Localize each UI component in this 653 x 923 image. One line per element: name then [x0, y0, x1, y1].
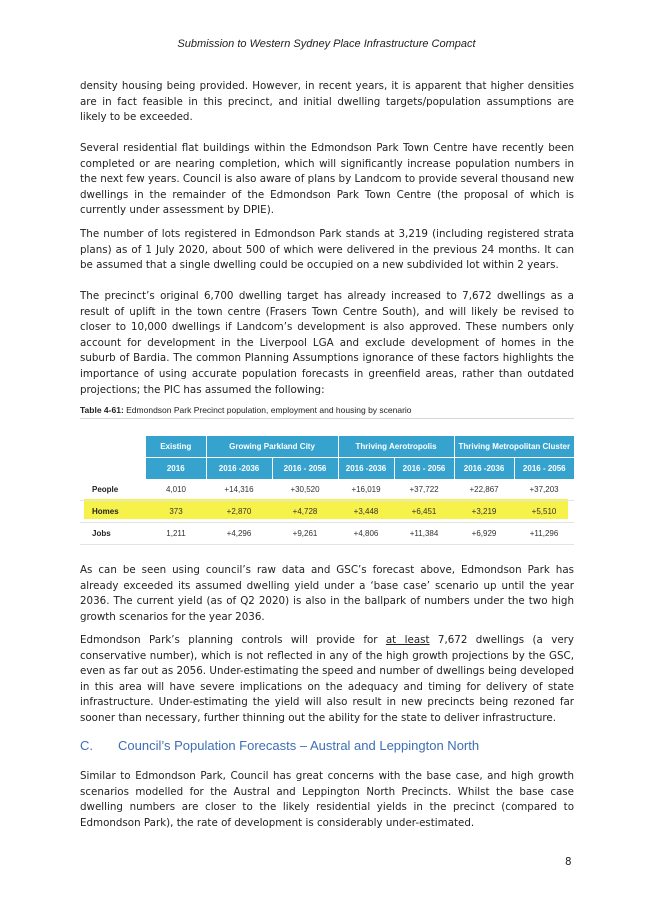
paragraph-6-end: 7,672 dwellings (a very conservative number), which is not reflected in any of the high growth projections by the GSC, even as far out as 2056. Under-estimating the speed and number of dwellings being developed in this area will have severe implications on the adequacy and timing for delivery of state infrastructure. Under-estimating the yield will also result in new precincts being rezoned far sooner than necessary, further thinning out the ability for the state to deliver infrastructure.: [80, 634, 574, 724]
table-row-homes: [80, 501, 574, 523]
table-cell: +4,296: [206, 523, 272, 545]
table-cell: +11,384: [394, 523, 454, 545]
paragraph-6-start: Edmondson Park’s planning controls will provide for: [80, 634, 386, 646]
section-heading: [80, 738, 479, 753]
subheader-cell: 2016: [146, 458, 206, 480]
table-cell: +22,867: [454, 479, 514, 501]
table-cell: +9,261: [272, 523, 338, 545]
table-cell: +5,510: [514, 501, 574, 523]
paragraph-6-emphasis: at least: [385, 634, 430, 646]
scenario-table: [80, 436, 574, 545]
group-thriving-aerotropolis: Thriving Aerotropolis: [338, 436, 454, 458]
table-caption-text: Edmondson Park Precinct population, employment and housing by scenario: [123, 405, 412, 415]
subheader-cell: 2016 -2036: [206, 458, 272, 480]
group-thriving-metropolitan-cluster: Thriving Metropolitan Cluster: [454, 436, 574, 458]
paragraph-4: The precinct’s original 6,700 dwelling target has already increased to 7,672 dwellings as a result of uplift in the town centre (Frasers Town Centre South), and will likely be revised to closer to 10,000 dwellings if Landcom’s development is also approved. These numbers only account for development in the Liverpool LGA and exclude development of homes in the suburb of Bardia. The common Planning Assumptions ignorance of these factors highlights the importance of using accurate population forecasts in greenfield areas, rather than outdated projections; the PIC has assumed the following:: [80, 290, 574, 396]
table-cell: 4,010: [146, 479, 206, 501]
paragraph-5: As can be seen using council’s raw data and GSC’s forecast above, Edmondson Park has already exceeded its assumed dwelling yield under a ‘base case’ scenario up until the year 2036. The current yield (as of Q2 2020) is also in the ballpark of numbers under the two high growth scenarios for the year 2036.: [80, 564, 574, 623]
paragraph-3: The number of lots registered in Edmondson Park stands at 3,219 (including registered strata plans) as of 1 July 2020, about 500 of which were delivered in the previous 24 months. It can be assumed that a single dwelling could be occupied on a new subdivided lot within 2 years.: [80, 228, 574, 272]
page-header: Submission to Western Sydney Place Infrastructure Compact: [177, 38, 476, 50]
group-existing: Existing: [146, 436, 206, 458]
table-cell: +37,203: [514, 479, 574, 501]
row-label: Jobs: [80, 523, 146, 545]
table-cell: 373: [146, 501, 206, 523]
subheader-cell: 2016 -2036: [338, 458, 394, 480]
table-cell: +37,722: [394, 479, 454, 501]
section-title: Council’s Population Forecasts – Austral and Leppington North: [118, 738, 480, 753]
table-cell: +16,019: [338, 479, 394, 501]
paragraph-6: [80, 633, 574, 727]
caption-divider: [80, 418, 574, 419]
table-caption-label: Table 4-61:: [80, 405, 124, 415]
paragraph-2: Several residential flat buildings within the Edmondson Park Town Centre have recently been completed or are nearing completion, which will significantly increase population numbers in the next few years. Council is also aware of plans by Landcom to provide several thousand new dwellings in the remainder of the Edmondson Park Town Centre (the proposal of which is currently under assessment by DPIE).: [80, 142, 574, 217]
table-row-people: [80, 479, 574, 501]
paragraph-1: density housing being provided. However, in recent years, it is apparent that higher densities are in fact feasible in this precinct, and initial dwelling targets/population assumptions are likely to be exceeded.: [80, 80, 574, 124]
paragraph-7: Similar to Edmondson Park, Council has great concerns with the base case, and high growth scenarios modelled for the Austral and Leppington North Precincts. Whilst the base case dwelling numbers are closer to the likely residential yields in the precinct (compared to Edmondson Park), the rate of development is considerably under-estimated.: [80, 770, 574, 829]
table-cell: +6,929: [454, 523, 514, 545]
table-cell: +3,448: [338, 501, 394, 523]
table-group-header-row: [80, 436, 574, 458]
table-cell: +6,451: [394, 501, 454, 523]
table-corner: [80, 436, 146, 458]
table-corner: [80, 458, 146, 480]
table-cell: +3,219: [454, 501, 514, 523]
subheader-cell: 2016 -2036: [454, 458, 514, 480]
table-cell: +30,520: [272, 479, 338, 501]
table-cell: 1,211: [146, 523, 206, 545]
table-caption: [80, 405, 412, 415]
section-letter: C.: [80, 738, 93, 753]
page-number: 8: [565, 856, 572, 868]
row-label: People: [80, 479, 146, 501]
table-cell: +4,806: [338, 523, 394, 545]
table-row-jobs: [80, 523, 574, 545]
table-cell: +11,296: [514, 523, 574, 545]
table-cell: +14,316: [206, 479, 272, 501]
table-cell: +2,870: [206, 501, 272, 523]
subheader-cell: 2016 - 2056: [394, 458, 454, 480]
table-cell: +4,728: [272, 501, 338, 523]
table-subheader-row: [80, 458, 574, 480]
subheader-cell: 2016 - 2056: [272, 458, 338, 480]
row-label: Homes: [80, 501, 146, 523]
group-growing-parkland-city: Growing Parkland City: [206, 436, 338, 458]
subheader-cell: 2016 - 2056: [514, 458, 574, 480]
